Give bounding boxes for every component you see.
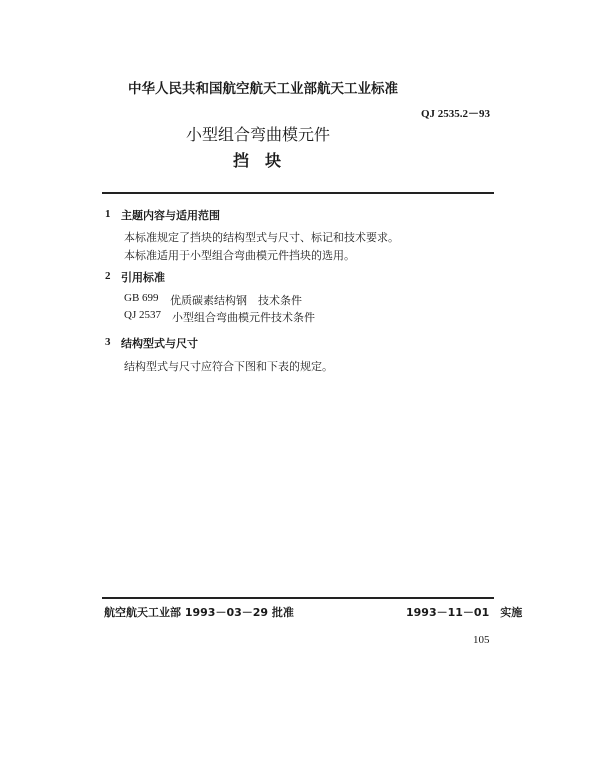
section-number: 1 bbox=[105, 208, 111, 220]
section-title: 引用标准 bbox=[121, 271, 165, 284]
section-number: 3 bbox=[105, 336, 111, 348]
page-number: 105 bbox=[473, 634, 490, 646]
section-number: 2 bbox=[105, 270, 111, 282]
reference-name: 优质碳素结构钢 技术条件 bbox=[170, 294, 302, 307]
footer-divider bbox=[102, 597, 494, 599]
paragraph-line: 本标准适用于小型组合弯曲模元件挡块的选用。 bbox=[124, 249, 355, 262]
reference-code: GB 699 bbox=[124, 292, 159, 304]
header-divider bbox=[102, 192, 494, 194]
paragraph-line: 本标准规定了挡块的结构型式与尺寸、标记和技术要求。 bbox=[124, 231, 399, 244]
approval-date: 航空航天工业部 1993－03－29 批准 bbox=[104, 606, 294, 619]
reference-code: QJ 2537 bbox=[124, 309, 161, 321]
reference-name: 小型组合弯曲模元件技术条件 bbox=[172, 311, 315, 324]
section-title: 主题内容与适用范围 bbox=[121, 209, 220, 222]
effective-date: 1993－11－01 实施 bbox=[406, 606, 523, 619]
section-title: 结构型式与尺寸 bbox=[121, 337, 198, 350]
document-subtitle: 挡 块 bbox=[233, 151, 282, 170]
standard-code: QJ 2535.2－93 bbox=[421, 108, 491, 120]
paragraph-line: 结构型式与尺寸应符合下图和下表的规定。 bbox=[124, 360, 333, 373]
document-title: 小型组合弯曲模元件 bbox=[186, 125, 331, 144]
issuing-organization: 中华人民共和国航空航天工业部航天工业标准 bbox=[128, 81, 398, 97]
